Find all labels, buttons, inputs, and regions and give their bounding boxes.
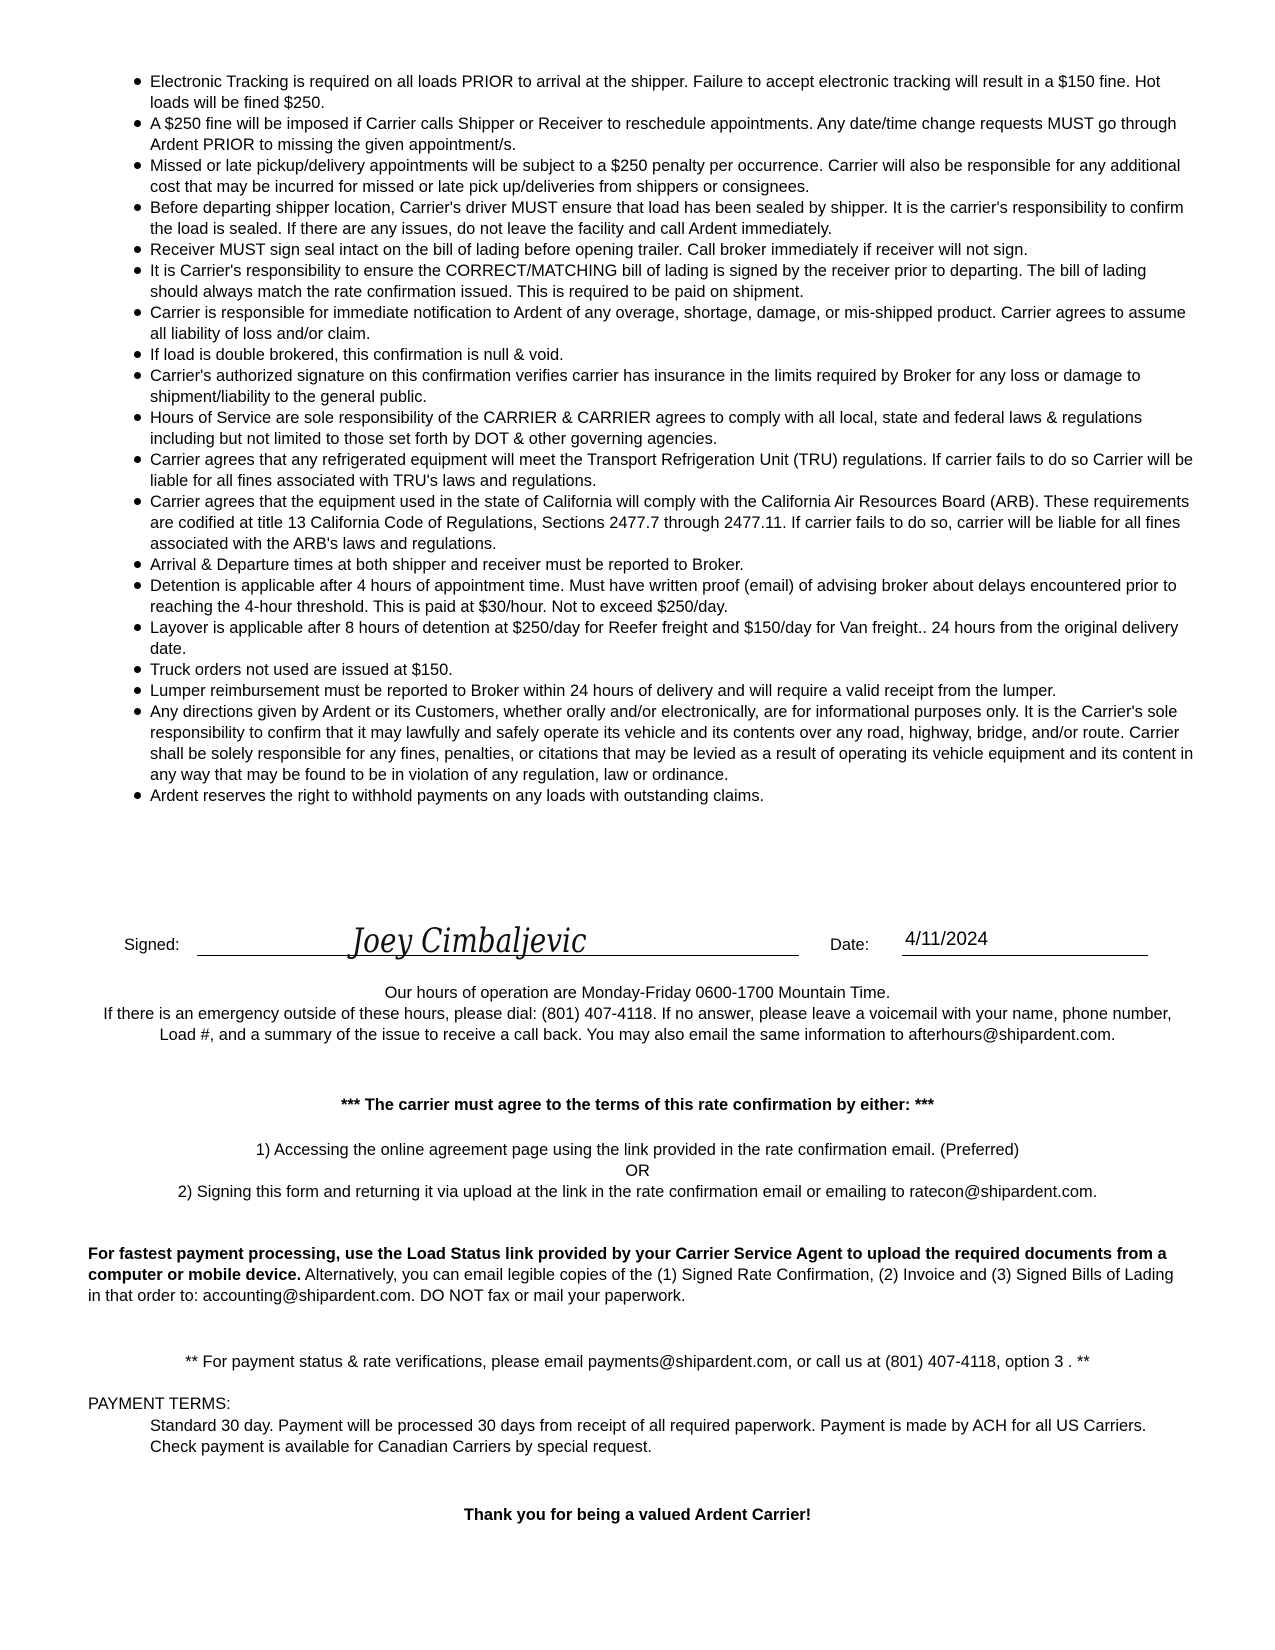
fast-payment-paragraph: [88, 1244, 1188, 1307]
term-item: Layover is applicable after 8 hours of detention at $250/day for Reefer freight and $150/day for Van freight.. 24 hours from the original delivery date.: [128, 618, 1194, 660]
bullet-icon: [134, 267, 141, 274]
bullet-icon: [134, 246, 141, 253]
term-item: Electronic Tracking is required on all loads PRIOR to arrival at the shipper. Failure to accept electronic tracking will result in a $150 fine. Hot loads will be fined $250.: [128, 72, 1194, 114]
signed-label: Signed:: [124, 936, 180, 954]
signature-row: [0, 921, 1275, 965]
bullet-icon: [134, 498, 141, 505]
term-item: Arrival & Departure times at both shipper and receiver must be reported to Broker.: [128, 555, 1194, 576]
emergency-line: If there is an emergency outside of these hours, please dial: (801) 407-4118. If no answer, please leave a voicemail with your name, phone number, Load #, and a summary of the issue to receive a call back. You may also email the same information to afterhours@shipardent.com.: [103, 1005, 1172, 1044]
term-item: Carrier agrees that any refrigerated equipment will meet the Transport Refrigeration Unit (TRU) regulations. If carrier fails to do so Carrier will be liable for all fines associated with TRU's laws and regulations.: [128, 450, 1194, 492]
fast-payment-rest: Alternatively, you can email legible copies of the (1) Signed Rate Confirmation, (2) Invoice and (3) Signed Bills of Lading in that order to: accounting@shipardent.com. DO NOT fax or mail your paperwork.: [88, 1266, 1174, 1305]
term-item: A $250 fine will be imposed if Carrier calls Shipper or Receiver to reschedule appointments. Any date/time change requests MUST go through Ardent PRIOR to missing the given appointment/s.: [128, 114, 1194, 156]
handwritten-signature: Joey Cimbaljevic: [352, 921, 587, 961]
term-item: If load is double brokered, this confirmation is null & void.: [128, 345, 1194, 366]
agreement-or: OR: [625, 1162, 650, 1180]
term-item: Detention is applicable after 4 hours of appointment time. Must have written proof (email) of advising broker about delays encountered prior to reaching the 4-hour threshold. This is paid at $30/hour. Not to exceed $250/day.: [128, 576, 1194, 618]
bullet-icon: [134, 666, 141, 673]
bullet-icon: [134, 162, 141, 169]
bullet-icon: [134, 120, 141, 127]
date-value: 4/11/2024: [905, 929, 989, 950]
agreement-option-1: 1) Accessing the online agreement page using the link provided in the rate confirmation email. (Preferred): [255, 1141, 1020, 1159]
bullet-icon: [134, 414, 141, 421]
term-item: Any directions given by Ardent or its Customers, whether orally and/or electronically, are for informational purposes only. It is the Carrier's sole responsibility to confirm that it may lawfully and safely operate its vehicle and its contents over any road, highway, bridge, and/or route. Carrier shall be solely responsible for any fines, penalties, or citations that may be levied as a result of operating its vehicle equipment and its content in any way that may be found to be in violation of any regulation, law or ordinance.: [128, 702, 1194, 786]
date-label: Date:: [830, 936, 870, 954]
payment-terms-body: Standard 30 day. Payment will be processed 30 days from receipt of all required paperwork. Payment is made by ACH for all US Carriers. Check payment is available for Canadian Carriers by special request.: [150, 1417, 1147, 1456]
term-item: Carrier's authorized signature on this confirmation verifies carrier has insurance in the limits required by Broker for any loss or damage to shipment/liability to the general public.: [128, 366, 1194, 408]
payment-terms-label: PAYMENT TERMS:: [88, 1395, 231, 1413]
bullet-icon: [134, 561, 141, 568]
terms-list: [128, 72, 1194, 807]
hours-of-operation: [100, 983, 1175, 1046]
fast-payment-bold: For fastest payment processing, use the Load Status link provided by your Carrier Service Agent to upload the required documents from a computer or mobile device.: [88, 1245, 1167, 1284]
payment-status-note: ** For payment status & rate verifications, please email payments@shipardent.com, or call us at (801) 407-4118, option 3 . **: [185, 1353, 1090, 1371]
bullet-icon: [134, 792, 141, 799]
term-item: Lumper reimbursement must be reported to Broker within 24 hours of delivery and will require a valid receipt from the lumper.: [128, 681, 1194, 702]
bullet-icon: [134, 351, 141, 358]
term-item: Carrier is responsible for immediate notification to Ardent of any overage, shortage, damage, or mis-shipped product. Carrier agrees to assume all liability of loss and/or claim.: [128, 303, 1194, 345]
bullet-icon: [134, 582, 141, 589]
term-item: Before departing shipper location, Carrier's driver MUST ensure that load has been sealed by shipper. It is the carrier's responsibility to confirm the load is sealed. If there are any issues, do not leave the facility and call Ardent immediately.: [128, 198, 1194, 240]
thank-you-line: Thank you for being a valued Ardent Carrier!: [463, 1506, 812, 1524]
bullet-icon: [134, 456, 141, 463]
bullet-icon: [134, 309, 141, 316]
term-item: Ardent reserves the right to withhold payments on any loads with outstanding claims.: [128, 786, 1194, 807]
agreement-option-2: 2) Signing this form and returning it via upload at the link in the rate confirmation email or emailing to ratecon@shipardent.com.: [177, 1183, 1098, 1201]
term-item: Missed or late pickup/delivery appointments will be subject to a $250 penalty per occurrence. Carrier will also be responsible for any additional cost that may be incurred for missed or late pick up/deliveries from shippers or consignees.: [128, 156, 1194, 198]
agreement-heading: *** The carrier must agree to the terms of this rate confirmation by either: ***: [341, 1096, 934, 1114]
bullet-icon: [134, 708, 141, 715]
bullet-icon: [134, 372, 141, 379]
bullet-icon: [134, 624, 141, 631]
bullet-icon: [134, 204, 141, 211]
term-item: Hours of Service are sole responsibility of the CARRIER & CARRIER agrees to comply with all local, state and federal laws & regulations including but not limited to those set forth by DOT & other governing agencies.: [128, 408, 1194, 450]
term-item: Receiver MUST sign seal intact on the bill of lading before opening trailer. Call broker immediately if receiver will not sign.: [128, 240, 1194, 261]
hours-line: Our hours of operation are Monday-Friday 0600-1700 Mountain Time.: [384, 984, 891, 1002]
bullet-icon: [134, 78, 141, 85]
term-item: Truck orders not used are issued at $150.: [128, 660, 1194, 681]
bullet-icon: [134, 687, 141, 694]
date-line: [902, 955, 1148, 956]
term-item: Carrier agrees that the equipment used in the state of California will comply with the California Air Resources Board (ARB). These requirements are codified at title 13 California Code of Regulations, Sections 2477.7 through 2477.11. If carrier fails to do so, carrier will be liable for all fines associated with the ARB's laws and regulations.: [128, 492, 1194, 555]
term-item: It is Carrier's responsibility to ensure the CORRECT/MATCHING bill of lading is signed by the receiver prior to departing. The bill of lading should always match the rate confirmation issued. This is required to be paid on shipment.: [128, 261, 1194, 303]
